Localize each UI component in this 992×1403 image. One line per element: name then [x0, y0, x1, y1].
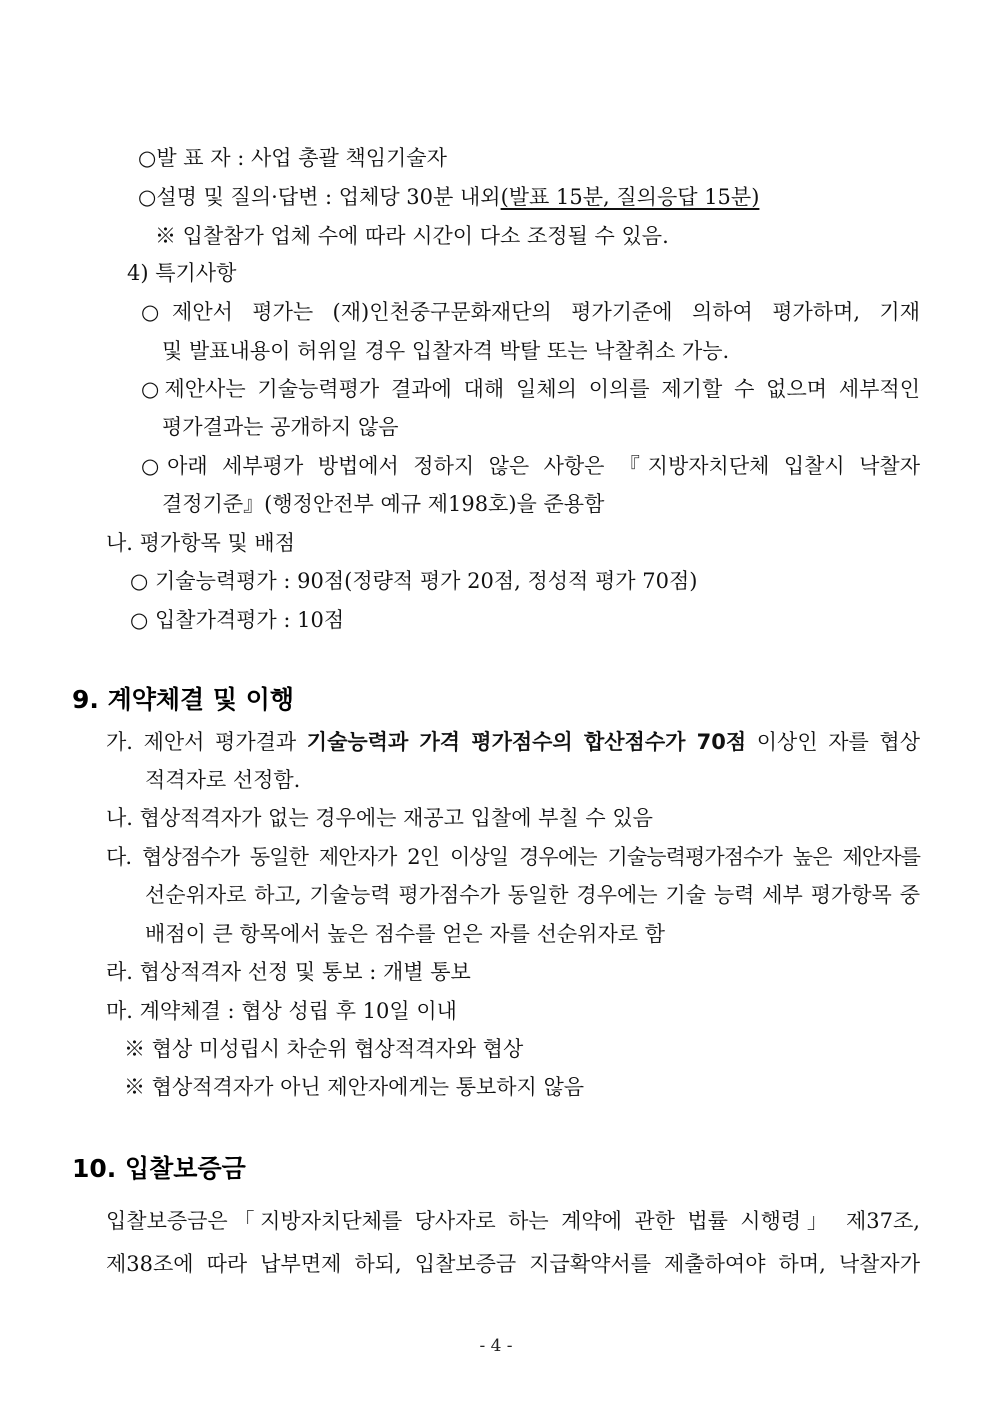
page-number: - 4 -: [479, 1336, 513, 1356]
special-item-3-line-1: ○아래 세부평가 방법에서 정하지 않은 사항은 『지방자치단체 입찰시 낙찰자: [141, 454, 920, 478]
section-9-da-line-3: 배점이 큰 항목에서 높은 점수를 얻은 자를 선순위자로 함: [145, 922, 665, 946]
ga-prefix: 가. 제안서 평가결과: [106, 730, 307, 754]
special-item-2-line-2: 평가결과는 공개하지 않음: [162, 415, 399, 439]
section-9-note-2: ※ 협상적격자가 아닌 제안자에게는 통보하지 않음: [124, 1075, 585, 1099]
qa-underlined: (발표 15분, 질의응답 15분): [500, 185, 760, 209]
qa-line: [138, 183, 759, 211]
scoring-item-1: ○ 기술능력평가 : 90점(정량적 평가 20점, 정성적 평가 70점): [130, 569, 698, 593]
special-item-1-line-2: 및 발표내용이 허위일 경우 입찰자격 박탈 또는 낙찰취소 가능.: [162, 339, 730, 363]
ga-bold-text: 기술능력과 가격 평가점수의 합산점수가 70점: [306, 730, 747, 754]
special-title: 4) 특기사항: [127, 261, 237, 285]
section-10-body-line-1: 입찰보증금은「지방자치단체를 당사자로 하는 계약에 관한 법률 시행령」 제37조,: [106, 1209, 920, 1233]
section-10-body-line-2: 제38조에 따라 납부면제 하되, 입찰보증금 지급확약서를 제출하여야 하며, 낙찰자가: [106, 1252, 920, 1276]
special-item-1-line-1: ○제안서 평가는 (재)인천중구문화재단의 평가기준에 의하여 평가하며, 기재: [141, 300, 920, 324]
time-note: ※ 입찰참가 업체 수에 따라 시간이 다소 조정될 수 있음.: [155, 224, 669, 248]
ga-suffix: 이상인 자를 협상: [746, 730, 920, 754]
special-item-3-line-2: 결정기준』(행정안전부 예규 제198호)을 준용함: [162, 492, 605, 516]
section-9-da-line-2: 선순위자로 하고, 기술능력 평가점수가 동일한 경우에는 기술 능력 세부 평가항목 중: [145, 883, 920, 907]
section-9-ga-line-1: [106, 728, 920, 756]
section-9-heading: 9. 계약체결 및 이행: [72, 685, 295, 714]
section-9-ra: 라. 협상적격자 선정 및 통보 : 개별 통보: [106, 960, 471, 984]
presenter-line: ○발 표 자 : 사업 총괄 책임기술자: [138, 146, 447, 170]
section-9-ga-line-2: 적격자로 선정함.: [145, 768, 301, 792]
section-9-na: 나. 협상적격자가 없는 경우에는 재공고 입찰에 부칠 수 있음: [106, 806, 653, 830]
scoring-title: 나. 평가항목 및 배점: [106, 531, 295, 555]
section-9-note-1: ※ 협상 미성립시 차순위 협상적격자와 협상: [124, 1037, 524, 1061]
scoring-item-2: ○ 입찰가격평가 : 10점: [130, 608, 345, 632]
special-item-2-line-1: ○제안사는 기술능력평가 결과에 대해 일체의 이의를 제기할 수 없으며 세부적인: [141, 377, 920, 401]
section-10-heading: 10. 입찰보증금: [72, 1154, 246, 1183]
section-9-ma: 마. 계약체결 : 협상 성립 후 10일 이내: [106, 999, 457, 1023]
section-9-da-line-1: 다. 협상점수가 동일한 제안자가 2인 이상일 경우에는 기술능력평가점수가 높은 제안자를: [106, 845, 920, 869]
qa-lead: ○설명 및 질의·답변 : 업체당 30분 내외: [138, 185, 501, 209]
